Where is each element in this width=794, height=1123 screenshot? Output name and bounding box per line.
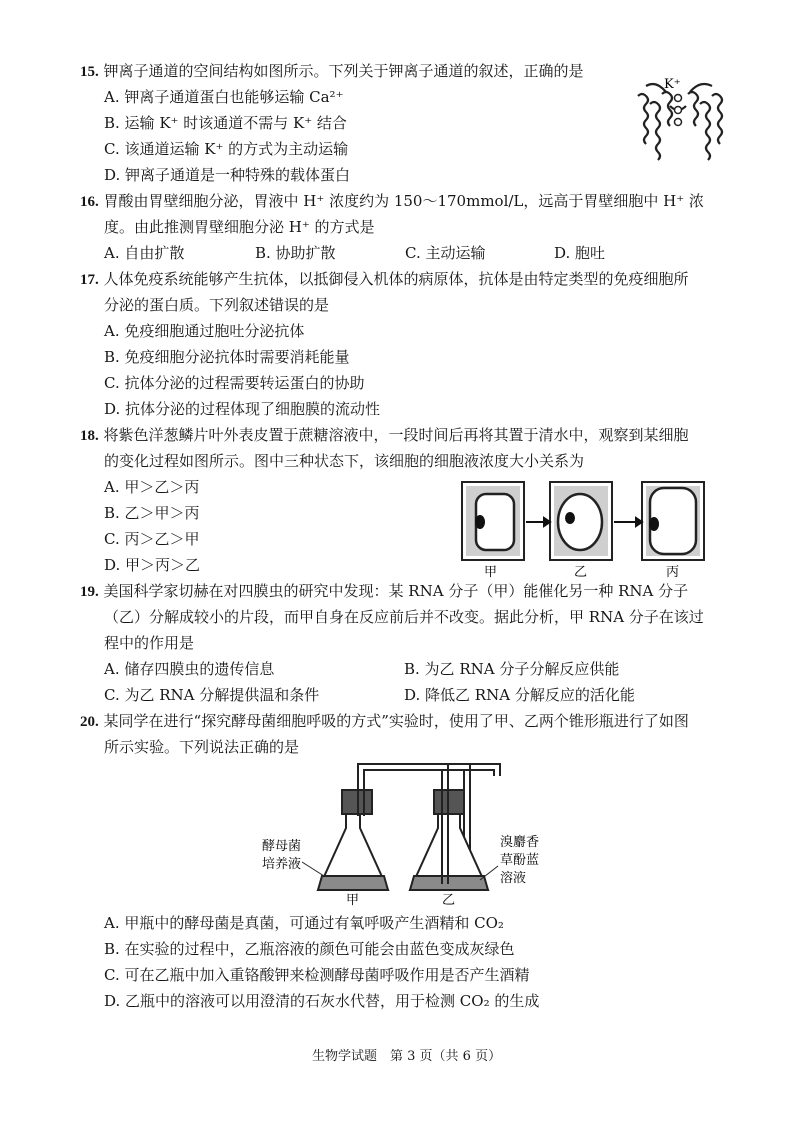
- option-a: A. 甲瓶中的酵母菌是真菌，可通过有氧呼吸产生酒精和 CO₂: [104, 914, 504, 932]
- indicator-label-3: 溶液: [500, 871, 527, 886]
- option-c: C. 可在乙瓶中加入重铬酸钾来检测酵母菌呼吸作用是否产生酒精: [104, 966, 530, 984]
- question-number: 20.: [80, 714, 99, 730]
- k-ion-label: K⁺: [664, 77, 681, 92]
- indicator-label-1: 溴麝香: [500, 835, 540, 850]
- question-text-cont: 的变化过程如图所示。图中三种状态下，该细胞的细胞液浓度大小关系为: [104, 452, 585, 470]
- option-a: A. 自由扩散: [104, 244, 185, 262]
- question-16-stem: [80, 191, 704, 212]
- question-text-cont: （乙）分解成较小的片段，而甲自身在反应前后并不改变。据此分析，甲 RNA 分子在该过: [104, 608, 704, 626]
- question-number: 17.: [80, 272, 99, 288]
- option-d: D. 降低乙 RNA 分解反应的活化能: [404, 686, 635, 704]
- option-a: A. 储存四膜虫的遗传信息: [104, 660, 275, 678]
- cell-label-jia: 甲: [484, 565, 498, 580]
- question-number: 18.: [80, 428, 99, 444]
- question-text: 胃酸由胃壁细胞分泌，胃液中 H⁺ 浓度约为 150～170mmol/L，远高于胃壁细胞中 H⁺ 浓: [103, 192, 704, 210]
- question-text-cont: 分泌的蛋白质。下列叙述错误的是: [104, 296, 330, 314]
- option-d: D. 甲＞丙＞乙: [104, 556, 201, 574]
- option-a: A. 钾离子通道蛋白也能够运输 Ca²⁺: [104, 88, 344, 106]
- yeast-culture-label-2: 培养液: [262, 857, 302, 872]
- question-15-stem: [80, 61, 584, 82]
- question-text-cont: 度。由此推测胃壁细胞分泌 H⁺ 的方式是: [104, 218, 375, 236]
- option-a: A. 甲＞乙＞丙: [104, 478, 200, 496]
- page-footer: 生物学试题 第 3 页（共 6 页）: [312, 1049, 502, 1064]
- flask-label-yi: 乙: [442, 893, 456, 908]
- question-text: 美国科学家切赫在对四膜虫的研究中发现：某 RNA 分子（甲）能催化另一种 RNA 分子: [103, 582, 689, 600]
- question-number: 16.: [80, 194, 99, 210]
- question-number: 15.: [80, 64, 99, 80]
- question-19-stem: [80, 581, 688, 602]
- option-c: C. 抗体分泌的过程需要转运蛋白的协助: [104, 374, 365, 392]
- question-text-cont: 所示实验。下列说法正确的是: [104, 738, 300, 756]
- option-d: D. 抗体分泌的过程体现了细胞膜的流动性: [104, 400, 381, 418]
- question-text: 钾离子通道的空间结构如图所示。下列关于钾离子通道的叙述，正确的是: [103, 62, 584, 80]
- question-20-stem: [80, 711, 689, 732]
- option-c: C. 丙＞乙＞甲: [104, 530, 200, 548]
- option-a: A. 免疫细胞通过胞吐分泌抗体: [104, 322, 305, 340]
- cell-label-yi: 乙: [574, 565, 588, 580]
- option-b: B. 协助扩散: [255, 244, 336, 262]
- cell-label-bing: 丙: [666, 565, 680, 580]
- question-text-cont: 程中的作用是: [104, 634, 195, 652]
- option-d: D. 胞吐: [554, 244, 606, 262]
- option-c: C. 为乙 RNA 分解提供温和条件: [104, 686, 320, 704]
- question-18-stem: [80, 425, 689, 446]
- option-d: D. 乙瓶中的溶液可以用澄清的石灰水代替，用于检测 CO₂ 的生成: [104, 992, 540, 1010]
- option-d: D. 钾离子通道是一种特殊的载体蛋白: [104, 166, 351, 184]
- indicator-label-2: 草酚蓝: [500, 853, 540, 868]
- potassium-channel-figure: [628, 76, 728, 174]
- question-17-stem: [80, 269, 689, 290]
- option-b: B. 为乙 RNA 分子分解反应供能: [404, 660, 620, 678]
- question-text: 某同学在进行“探究酵母菌细胞呼吸的方式”实验时，使用了甲、乙两个锥形瓶进行了如图: [103, 712, 689, 730]
- option-b: B. 免疫细胞分泌抗体时需要消耗能量: [104, 348, 350, 366]
- option-b: B. 运输 K⁺ 时该通道不需与 K⁺ 结合: [104, 114, 347, 132]
- option-c: C. 主动运输: [405, 244, 486, 262]
- question-text: 人体免疫系统能够产生抗体，以抵御侵入机体的病原体，抗体是由特定类型的免疫细胞所: [103, 270, 689, 288]
- question-text: 将紫色洋葱鳞片叶外表皮置于蔗糖溶液中，一段时间后再将其置于清水中，观察到某细胞: [103, 426, 689, 444]
- option-c: C. 该通道运输 K⁺ 的方式为主动运输: [104, 140, 349, 158]
- option-b: B. 乙＞甲＞丙: [104, 504, 200, 522]
- yeast-culture-label-1: 酵母菌: [262, 839, 302, 854]
- plasmolysis-figure: [458, 478, 720, 578]
- option-b: B. 在实验的过程中，乙瓶溶液的颜色可能会由蓝色变成灰绿色: [104, 940, 515, 958]
- question-number: 19.: [80, 584, 99, 600]
- yeast-respiration-figure: [262, 752, 562, 908]
- flask-label-jia: 甲: [346, 893, 360, 908]
